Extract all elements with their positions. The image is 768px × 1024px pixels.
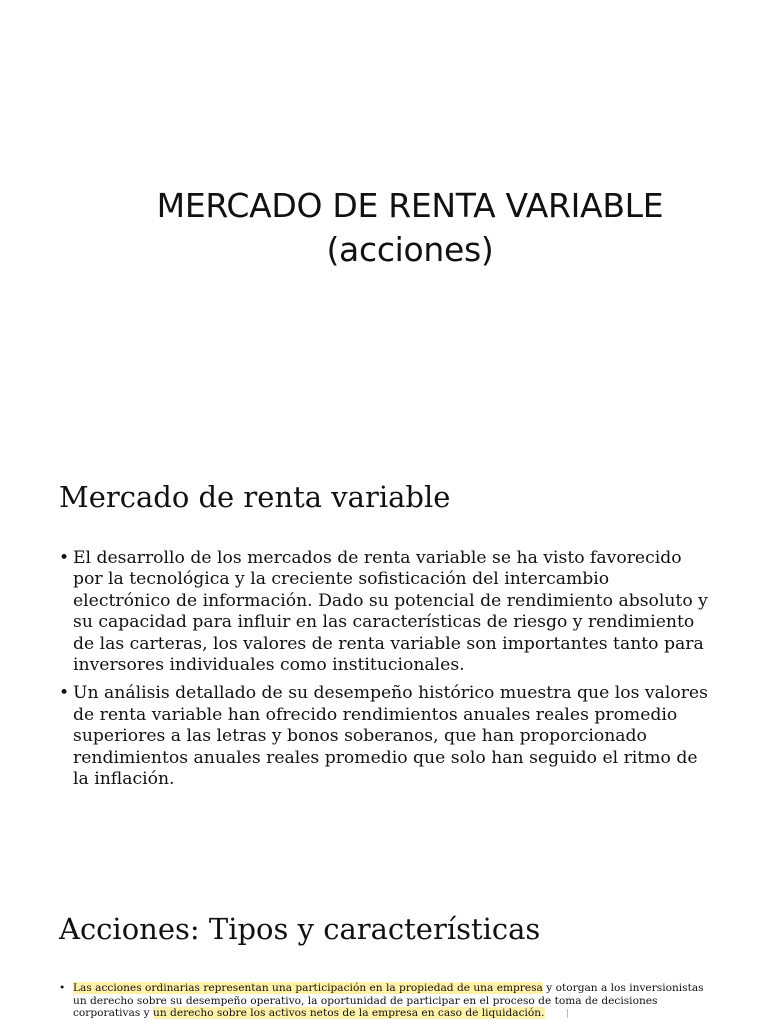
slide-title-line-1: MERCADO DE RENTA VARIABLE (156, 186, 664, 225)
bullet-text: El desarrollo de los mercados de renta variable se ha visto favorecido por la tecnológica y la creciente sofisticación del intercambio electrónico de información. Dado su potencial de rendimiento absoluto y su capacidad para influir en las características de riesgo y rendimiento de las carteras, los valores de renta variable son importantes tanto para inversores individuales como institucionales. (73, 548, 708, 676)
highlighted-text: Las acciones ordinarias representan una participación en la propiedad de una empresa (73, 982, 543, 994)
bullet-icon: • (59, 548, 70, 568)
content-slide-acciones (0, 895, 768, 1024)
slide-title-line-2: (acciones) (326, 230, 494, 269)
slide-heading: Mercado de renta variable (59, 480, 451, 514)
text-cursor-icon (567, 1009, 568, 1018)
bullet-text: y otorgan a los inversionistas un derecho sobre su desempeño operativo, la oportunidad de participar en el proceso de toma de decisiones corporativas y (73, 982, 704, 1020)
slide-heading: Acciones: Tipos y características (59, 912, 541, 946)
highlighted-text: un derecho sobre los activos netos de la empresa en caso de liquidación. (153, 1007, 545, 1020)
bullet-icon: • (59, 982, 66, 994)
content-slide-mercado (0, 450, 768, 895)
bullet-item (59, 982, 709, 1020)
title-slide (0, 0, 768, 450)
slide-title (0, 184, 768, 272)
bullet-item (59, 548, 709, 676)
bullet-item (59, 683, 709, 790)
bullet-icon: • (59, 683, 70, 704)
bullet-list (59, 982, 709, 1024)
bullet-text: Un análisis detallado de su desempeño histórico muestra que los valores de renta variable han ofrecido rendimientos anuales reales promedio superiores a las letras y bonos soberanos, que han proporcionado rendimientos anuales reales promedio que solo han seguido el ritmo de la inflación. (73, 683, 708, 790)
bullet-list (59, 548, 709, 797)
